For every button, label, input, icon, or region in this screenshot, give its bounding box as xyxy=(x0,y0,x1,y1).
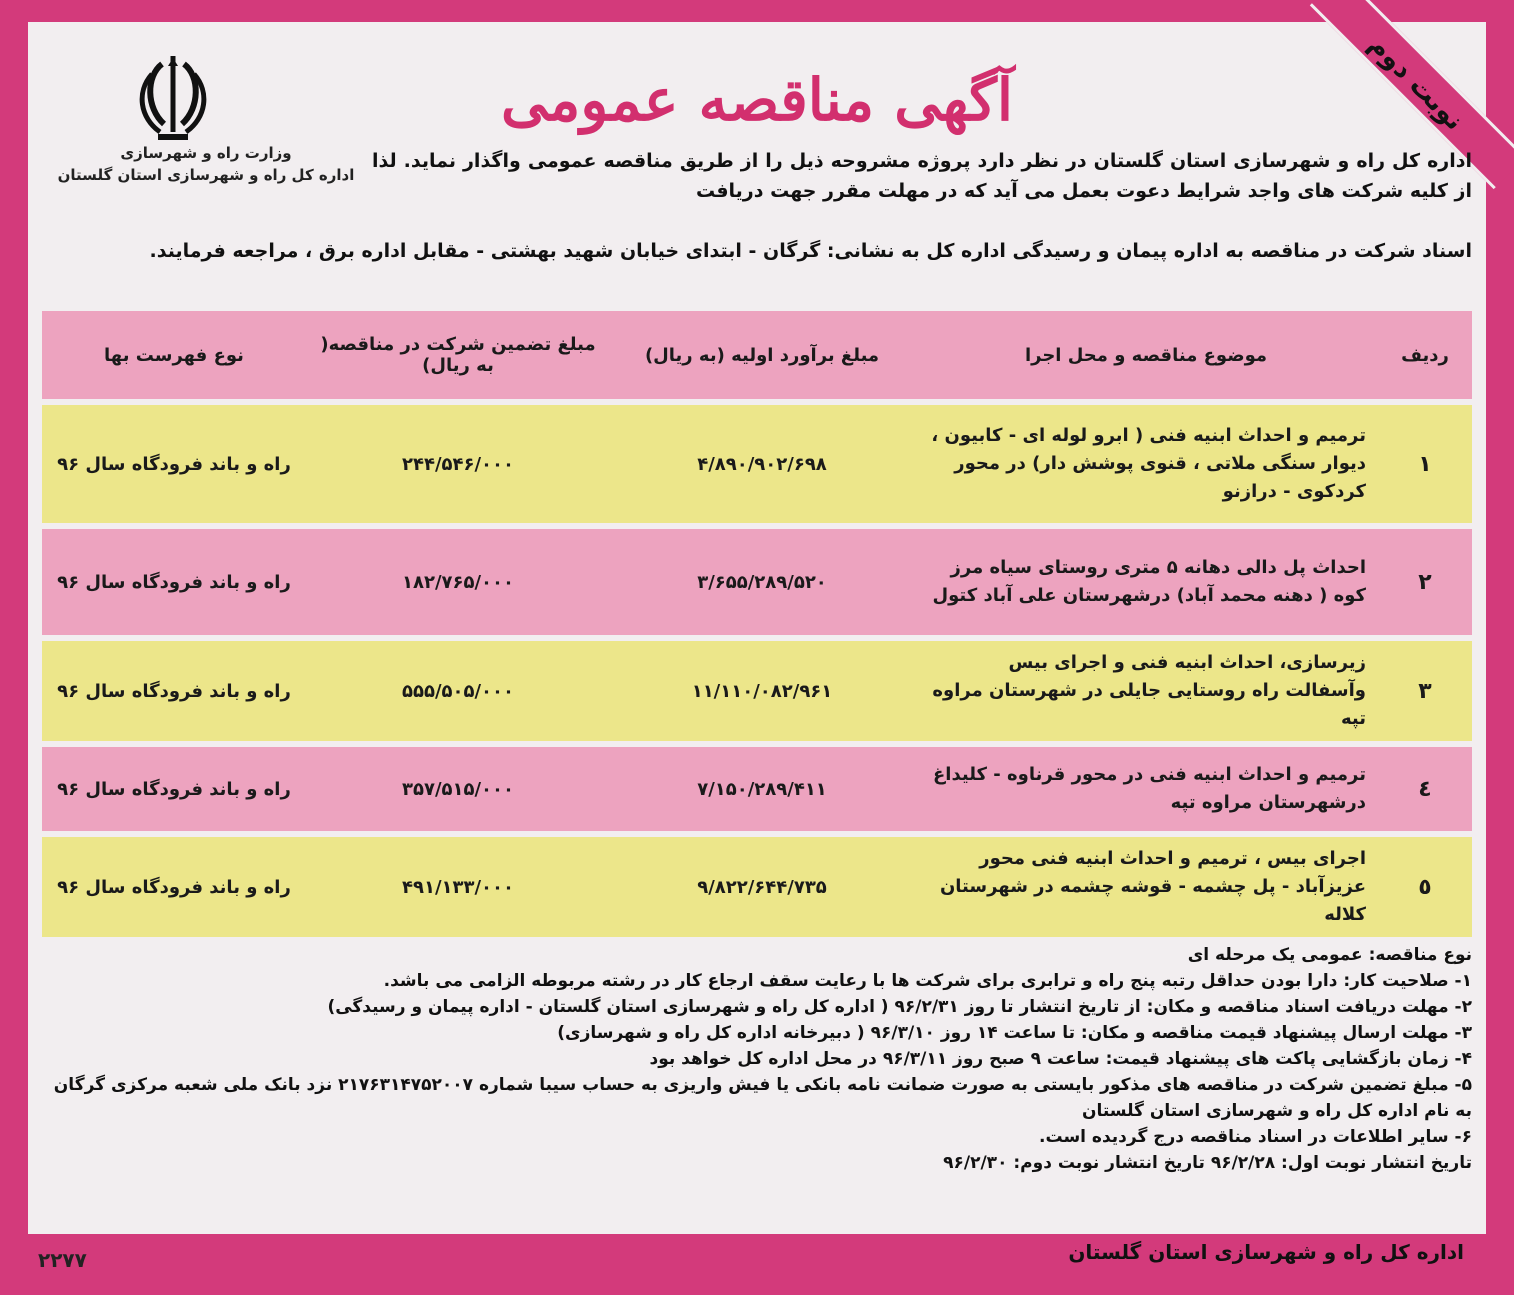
row-number: ١ xyxy=(1378,405,1472,523)
intro-paragraph-continued: اسناد شرکت در مناقصه به اداره پیمان و رسیدگی اداره کل به نشانی: گرگان - ابتدای خیابان شهید بهشتی - مقابل اداره برق ، مراجعه فرمایند. xyxy=(149,240,1472,262)
row-guarantee: ۱۸۲/۷۶۵/۰۰۰ xyxy=(306,529,610,635)
row-guarantee: ۳۵۷/۵۱۵/۰۰۰ xyxy=(306,747,610,831)
table-header-row xyxy=(42,311,1472,399)
ministry-line: وزارت راه و شهرسازی xyxy=(120,144,292,162)
table-row xyxy=(42,641,1472,741)
row-number: ٤ xyxy=(1378,747,1472,831)
ad-title: آگهی مناقصه عمومی xyxy=(500,66,1014,134)
iran-emblem-icon xyxy=(138,52,208,144)
row-subject: احداث پل دالی دهانه ۵ متری روستای سیاه مرز کوه ( دهنه محمد آباد) درشهرستان علی آباد کتول xyxy=(914,529,1378,635)
tender-type: نوع مناقصه: عمومی یک مرحله ای xyxy=(1187,945,1472,965)
tender-table xyxy=(42,305,1472,943)
col-estimate-header: مبلغ برآورد اولیه (به ریال) xyxy=(610,311,914,399)
terms-list xyxy=(32,942,1472,1176)
row-subject: زیرسازی، احداث ابنیه فنی و اجرای بیس وآسفالت راه روستایی جایلی در شهرستان مراوه تپه xyxy=(914,641,1378,741)
row-pricelist: راه و باند فرودگاه سال ۹۶ xyxy=(42,837,306,937)
row-number: ٥ xyxy=(1378,837,1472,937)
col-row-header: ردیف xyxy=(1378,311,1472,399)
ad-paper xyxy=(28,22,1486,1234)
col-pricelist-header: نوع فهرست بها xyxy=(42,311,306,399)
corner-ribbon: نوبت دوم xyxy=(1310,0,1514,189)
table-row xyxy=(42,405,1472,523)
publication-dates: تاریخ انتشار نوبت اول: ۹۶/۲/۲۸ تاریخ انتشار نوبت دوم: ۹۶/۲/۳۰ xyxy=(943,1153,1472,1173)
footer-org-name: اداره کل راه و شهرسازی استان گلستان xyxy=(1068,1240,1464,1264)
col-guarantee-header: مبلغ تضمین شرکت در مناقصه( به ریال) xyxy=(306,311,610,399)
row-estimate: ۹/۸۲۲/۶۴۴/۷۳۵ xyxy=(610,837,914,937)
row-subject: ترمیم و احداث ابنیه فنی در محور قرناوه - کلیداغ درشهرستان مراوه تپه xyxy=(914,747,1378,831)
row-subject: اجرای بیس ، ترمیم و احداث ابنیه فنی محور عزیزآباد - پل چشمه - قوشه چشمه در شهرستان کلاله xyxy=(914,837,1378,937)
directorate-line: اداره کل راه و شهرسازی استان گلستان xyxy=(57,166,355,184)
term-item: ۲- مهلت دریافت اسناد مناقصه و مکان: از تاریخ انتشار تا روز ۹۶/۲/۳۱ ( اداره کل راه و شهرسازی استان گلستان - اداره پیمان و رسیدگی) xyxy=(327,997,1472,1017)
row-subject: ترمیم و احداث ابنیه فنی ( ابرو لوله ای - کابیون ، دیوار سنگی ملاتی ، قنوی پوشش دار) در محور کردکوی - درازنو xyxy=(914,405,1378,523)
row-number: ٣ xyxy=(1378,641,1472,741)
row-guarantee: ۵۵۵/۵۰۵/۰۰۰ xyxy=(306,641,610,741)
term-item: ۵- مبلغ تضمین شرکت در مناقصه های مذکور بایستی به صورت ضمانت نامه بانکی یا فیش واریزی به حساب سیبا شماره ۲۱۷۶۳۱۴۷۵۲۰۰۷ نزد بانک ملی شعبه مرکزی گرگان به نام اداره کل راه و شهرسازی استان گلستان xyxy=(53,1075,1472,1121)
row-pricelist: راه و باند فرودگاه سال ۹۶ xyxy=(42,641,306,741)
row-guarantee: ۲۴۴/۵۴۶/۰۰۰ xyxy=(306,405,610,523)
row-estimate: ۳/۶۵۵/۲۸۹/۵۲۰ xyxy=(610,529,914,635)
table-row xyxy=(42,837,1472,937)
row-pricelist: راه و باند فرودگاه سال ۹۶ xyxy=(42,529,306,635)
intro-paragraph: اداره کل راه و شهرسازی استان گلستان در نظر دارد پروژه مشروحه ذیل را از طریق مناقصه عمومی واگذار نماید. لذا از کلیه شرکت های واجد شرایط دعوت بعمل می آید که در مهلت مقرر جهت دریافت xyxy=(372,150,1472,202)
term-item: ۳- مهلت ارسال پیشنهاد قیمت مناقصه و مکان: تا ساعت ۱۴ روز ۹۶/۳/۱۰ ( دبیرخانه اداره کل راه و شهرسازی) xyxy=(557,1023,1472,1043)
row-pricelist: راه و باند فرودگاه سال ۹۶ xyxy=(42,405,306,523)
row-estimate: ۷/۱۵۰/۲۸۹/۴۱۱ xyxy=(610,747,914,831)
col-subject-header: موضوع مناقصه و محل اجرا xyxy=(914,311,1378,399)
page-number: ۲۲۷۷ xyxy=(38,1248,87,1272)
row-estimate: ۴/۸۹۰/۹۰۲/۶۹۸ xyxy=(610,405,914,523)
term-item: ۴- زمان بازگشایی پاکت های پیشنهاد قیمت: ساعت ۹ صبح روز ۹۶/۳/۱۱ در محل اداره کل خواهد بود xyxy=(649,1049,1472,1069)
row-estimate: ۱۱/۱۱۰/۰۸۲/۹۶۱ xyxy=(610,641,914,741)
row-pricelist: راه و باند فرودگاه سال ۹۶ xyxy=(42,747,306,831)
table-row xyxy=(42,529,1472,635)
ministry-name xyxy=(56,142,356,186)
row-number: ٢ xyxy=(1378,529,1472,635)
term-item: ۶- سایر اطلاعات در اسناد مناقصه درج گردیده است. xyxy=(1038,1127,1472,1147)
table-row xyxy=(42,747,1472,831)
term-item: ۱- صلاحیت کار: دارا بودن حداقل رتبه پنج راه و ترابری برای شرکت ها با رعایت سقف ارجاع کار در رشته مربوطه الزامی می باشد. xyxy=(383,971,1472,991)
row-guarantee: ۴۹۱/۱۳۳/۰۰۰ xyxy=(306,837,610,937)
